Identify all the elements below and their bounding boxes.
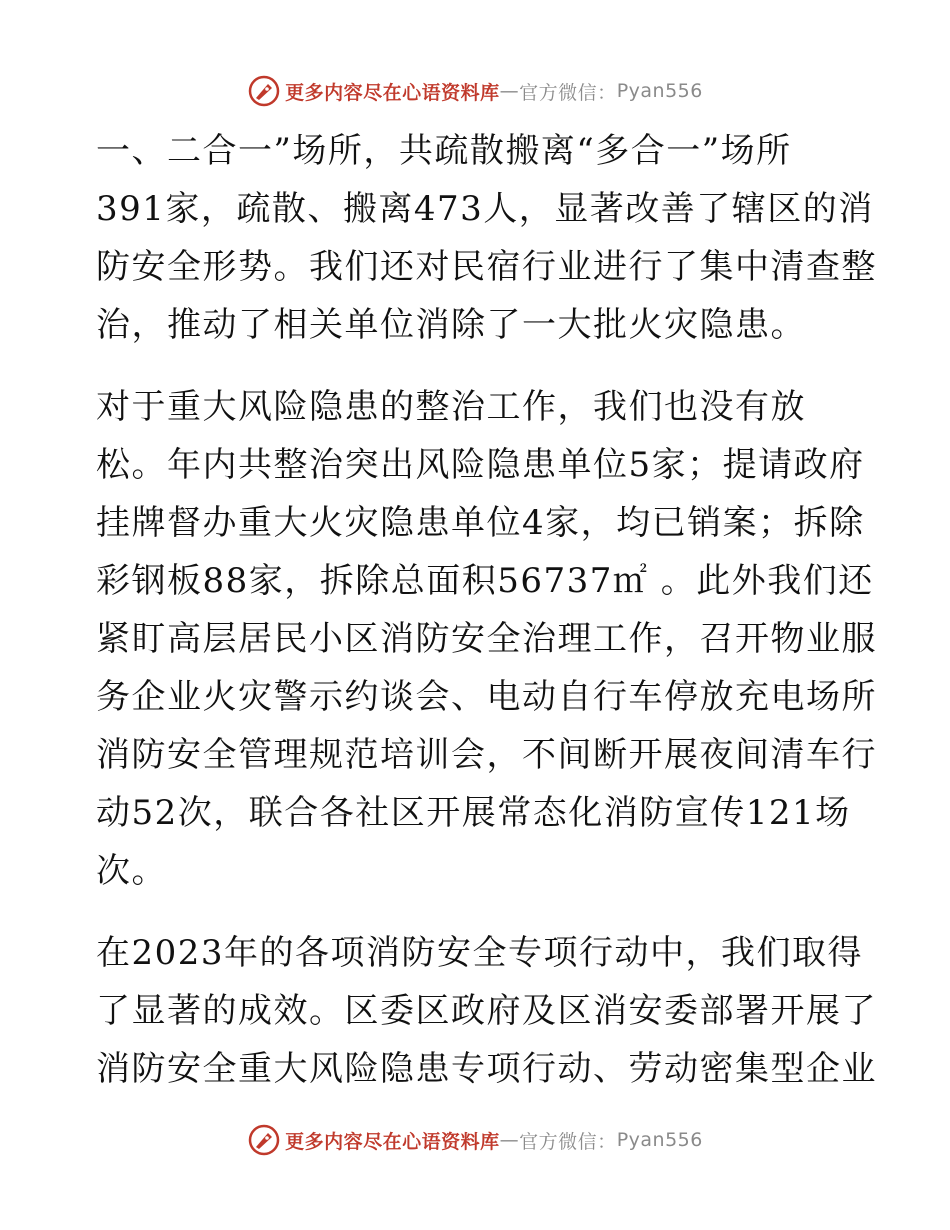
header-site-name: 更多内容尽在心语资料库 [285, 81, 500, 104]
text-line: 挂牌督办重大火灾隐患单位4家，均已销案；拆除 [96, 503, 865, 543]
header-wechat-label: 官方微信： [519, 81, 617, 104]
paragraph-1 [96, 122, 877, 354]
text-line: 治，推动了相关单位消除了一大批火灾隐患。 [96, 305, 806, 345]
paragraph-2 [96, 378, 877, 900]
text-line: 彩钢板88家，拆除总面积56737㎡ 。此外我们还 [96, 561, 874, 601]
footer-wechat-id: Pyan556 [616, 1129, 703, 1151]
text-line: 一、二合一”场所，共疏散搬离“多合一”场所 [96, 131, 792, 171]
footer-site-name: 更多内容尽在心语资料库 [285, 1130, 500, 1153]
header-separator: — [499, 80, 520, 102]
document-body [96, 122, 877, 1098]
text-line: 消防安全重大风险隐患专项行动、劳动密集型企业 [96, 1049, 877, 1089]
text-line: 了显著的成效。区委区政府及区消安委部署开展了 [96, 991, 877, 1031]
text-line: 务企业火灾警示约谈会、电动自行车停放充电场所 [96, 677, 877, 717]
pen-nib-circle-icon [247, 74, 281, 108]
paragraph-gap [96, 354, 856, 378]
footer-separator: — [499, 1129, 520, 1151]
footer-wechat-label: 官方微信： [519, 1130, 617, 1153]
header-wechat-id: Pyan556 [616, 80, 703, 102]
text-line: 松。年内共整治突出风险隐患单位5家；提请政府 [96, 445, 865, 485]
pen-nib-circle-icon [247, 1123, 281, 1157]
text-line: 防安全形势。我们还对民宿行业进行了集中清查整 [96, 247, 877, 287]
text-line: 动52次，联合各社区开展常态化消防宣传121场 [96, 793, 851, 833]
text-line: 在2023年的各项消防安全专项行动中，我们取得 [96, 933, 864, 973]
text-line: 消防安全管理规范培训会，不间断开展夜间清车行 [96, 735, 877, 775]
text-line: 对于重大风险隐患的整治工作，我们也没有放 [96, 387, 806, 427]
text-line: 391家，疏散、搬离473人，显著改善了辖区的消 [96, 189, 874, 229]
header-watermark-banner [0, 71, 950, 111]
text-line: 紧盯高层居民小区消防安全治理工作，召开物业服 [96, 619, 877, 659]
text-line: 次。 [96, 851, 167, 891]
paragraph-3 [96, 924, 877, 1098]
footer-watermark-banner [0, 1120, 950, 1160]
paragraph-gap [96, 900, 856, 924]
